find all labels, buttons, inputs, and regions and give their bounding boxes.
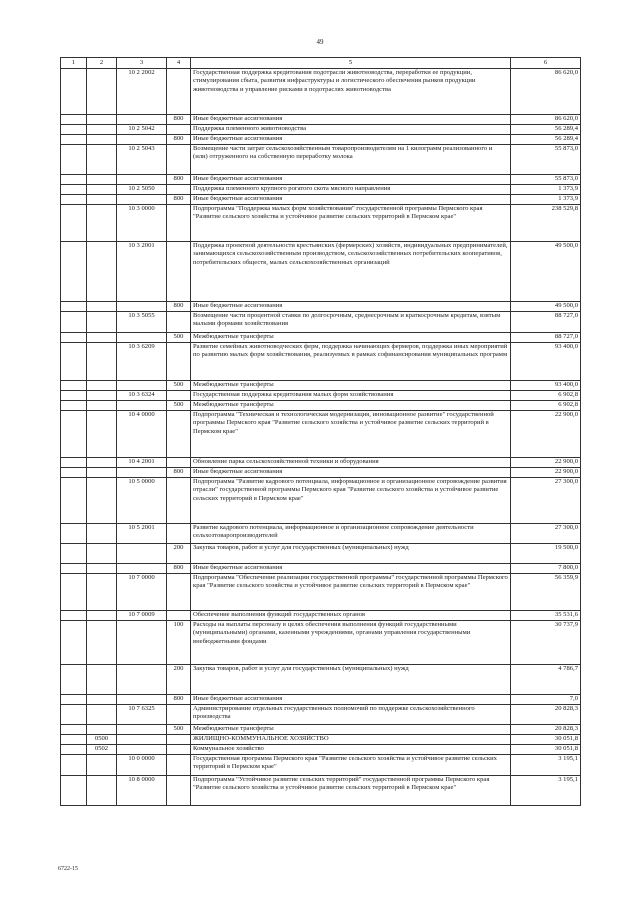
cell-amount: 56 359,9 bbox=[511, 574, 581, 611]
budget-table bbox=[60, 57, 581, 806]
cell-section bbox=[87, 564, 117, 574]
cell-col-1 bbox=[61, 468, 87, 478]
cell-name: Иные бюджетные ассигнования bbox=[191, 175, 511, 185]
cell-expense-type: 500 bbox=[167, 333, 191, 343]
cell-name: Иные бюджетные ассигнования bbox=[191, 564, 511, 574]
cell-section bbox=[87, 524, 117, 544]
cell-col-1 bbox=[61, 115, 87, 125]
cell-target-article bbox=[117, 745, 167, 755]
cell-amount: 27 300,0 bbox=[511, 478, 581, 524]
cell-target-article bbox=[117, 544, 167, 564]
cell-section bbox=[87, 705, 117, 725]
header-col-1: 1 bbox=[61, 58, 87, 69]
cell-section bbox=[87, 175, 117, 185]
table-row bbox=[61, 458, 581, 468]
cell-amount: 49 500,0 bbox=[511, 242, 581, 302]
cell-amount: 19 500,0 bbox=[511, 544, 581, 564]
table-row bbox=[61, 544, 581, 564]
cell-col-1 bbox=[61, 544, 87, 564]
table-row bbox=[61, 478, 581, 524]
cell-col-1 bbox=[61, 312, 87, 333]
cell-expense-type bbox=[167, 185, 191, 195]
cell-col-1 bbox=[61, 458, 87, 468]
cell-target-article bbox=[117, 401, 167, 411]
cell-target-article bbox=[117, 564, 167, 574]
cell-target-article: 10 7 0000 bbox=[117, 574, 167, 611]
cell-section bbox=[87, 302, 117, 312]
table-row bbox=[61, 705, 581, 725]
table-row bbox=[61, 381, 581, 391]
header-col-4: 4 bbox=[167, 58, 191, 69]
cell-expense-type bbox=[167, 745, 191, 755]
cell-target-article: 10 0 0000 bbox=[117, 755, 167, 776]
cell-col-1 bbox=[61, 695, 87, 705]
cell-target-article bbox=[117, 621, 167, 665]
cell-amount: 30 737,9 bbox=[511, 621, 581, 665]
cell-col-1 bbox=[61, 745, 87, 755]
cell-target-article: 10 3 6209 bbox=[117, 343, 167, 381]
cell-col-1 bbox=[61, 69, 87, 115]
cell-amount: 1 373,9 bbox=[511, 185, 581, 195]
cell-col-1 bbox=[61, 574, 87, 611]
cell-name: Подпрограмма "Техническая и технологическая модернизация, инновационное развитие" государственной программы Пермского края "Развитие сельского хозяйства и устойчивое развитие сельских территорий в Пермском крае" bbox=[191, 411, 511, 458]
cell-col-1 bbox=[61, 205, 87, 242]
cell-section bbox=[87, 381, 117, 391]
cell-section bbox=[87, 755, 117, 776]
cell-amount: 56 289,4 bbox=[511, 125, 581, 135]
cell-name: Межбюджетные трансферты bbox=[191, 725, 511, 735]
cell-amount: 3 195,1 bbox=[511, 755, 581, 776]
cell-expense-type: 500 bbox=[167, 381, 191, 391]
table-row bbox=[61, 564, 581, 574]
cell-name: Государственная программа Пермского края "Развитие сельского хозяйства и устойчивое развитие сельских территорий в Пермском крае" bbox=[191, 755, 511, 776]
cell-name: Поддержка проектной деятельности крестьянских (фермерских) хозяйств, индивидуальных предпринимателей, занимающихся сельскохозяйственным производством, сельскохозяйственных потребительских кооперативов, потребительских обществ, малых сельскохозяйственных организаций bbox=[191, 242, 511, 302]
cell-section bbox=[87, 574, 117, 611]
table-row bbox=[61, 175, 581, 185]
cell-section bbox=[87, 391, 117, 401]
cell-name: Возмещение части процентной ставки по долгосрочным, среднесрочным и краткосрочным кредитам, взятым малыми формами хозяйствования bbox=[191, 312, 511, 333]
cell-expense-type bbox=[167, 205, 191, 242]
cell-amount: 238 529,8 bbox=[511, 205, 581, 242]
cell-expense-type bbox=[167, 458, 191, 468]
cell-target-article: 10 3 6324 bbox=[117, 391, 167, 401]
cell-target-article: 10 2 5043 bbox=[117, 145, 167, 175]
cell-expense-type bbox=[167, 411, 191, 458]
cell-amount: 6 902,8 bbox=[511, 391, 581, 401]
cell-col-1 bbox=[61, 391, 87, 401]
cell-target-article: 10 7 0009 bbox=[117, 611, 167, 621]
table-row bbox=[61, 205, 581, 242]
cell-name: Закупка товаров, работ и услуг для государственных (муниципальных) нужд bbox=[191, 665, 511, 695]
cell-amount: 55 873,0 bbox=[511, 145, 581, 175]
cell-name: ЖИЛИЩНО-КОММУНАЛЬНОЕ ХОЗЯЙСТВО bbox=[191, 735, 511, 745]
table-row bbox=[61, 185, 581, 195]
document-code: 6722-15 bbox=[58, 866, 78, 872]
cell-amount: 30 051,8 bbox=[511, 745, 581, 755]
cell-expense-type bbox=[167, 524, 191, 544]
cell-amount: 88 727,0 bbox=[511, 312, 581, 333]
cell-section bbox=[87, 611, 117, 621]
table-row bbox=[61, 621, 581, 665]
cell-col-1 bbox=[61, 175, 87, 185]
cell-section bbox=[87, 725, 117, 735]
cell-name: Обновление парка сельскохозяйственной техники и оборудования bbox=[191, 458, 511, 468]
table-row bbox=[61, 745, 581, 755]
cell-amount: 86 620,0 bbox=[511, 69, 581, 115]
cell-target-article bbox=[117, 695, 167, 705]
cell-section bbox=[87, 115, 117, 125]
cell-expense-type: 500 bbox=[167, 401, 191, 411]
cell-col-1 bbox=[61, 401, 87, 411]
table-row bbox=[61, 343, 581, 381]
cell-name: Межбюджетные трансферты bbox=[191, 401, 511, 411]
cell-target-article bbox=[117, 381, 167, 391]
cell-section bbox=[87, 135, 117, 145]
cell-name: Закупка товаров, работ и услуг для государственных (муниципальных) нужд bbox=[191, 544, 511, 564]
cell-expense-type: 500 bbox=[167, 725, 191, 735]
cell-col-1 bbox=[61, 333, 87, 343]
cell-col-1 bbox=[61, 125, 87, 135]
table-row bbox=[61, 776, 581, 806]
header-col-5: 5 bbox=[191, 58, 511, 69]
cell-section: 0502 bbox=[87, 745, 117, 755]
cell-expense-type bbox=[167, 776, 191, 806]
cell-target-article: 10 3 5055 bbox=[117, 312, 167, 333]
cell-amount: 55 873,0 bbox=[511, 175, 581, 185]
cell-section bbox=[87, 458, 117, 468]
cell-amount: 56 289,4 bbox=[511, 135, 581, 145]
cell-expense-type: 800 bbox=[167, 115, 191, 125]
cell-target-article bbox=[117, 735, 167, 745]
cell-name: Иные бюджетные ассигнования bbox=[191, 115, 511, 125]
cell-expense-type: 200 bbox=[167, 544, 191, 564]
table-row bbox=[61, 735, 581, 745]
cell-name: Государственная поддержка кредитования малых форм хозяйствования bbox=[191, 391, 511, 401]
cell-section bbox=[87, 401, 117, 411]
cell-amount: 22 900,0 bbox=[511, 468, 581, 478]
table-row bbox=[61, 611, 581, 621]
cell-name: Иные бюджетные ассигнования bbox=[191, 195, 511, 205]
cell-amount: 3 195,1 bbox=[511, 776, 581, 806]
page-number: 49 bbox=[316, 38, 324, 46]
cell-section bbox=[87, 544, 117, 564]
cell-name: Развитие семейных животноводческих ферм, поддержка начинающих фермеров, поддержка иных мероприятий по развитию малых форм хозяйствования, реализуемых в рамках софинансирования муниципальных программ bbox=[191, 343, 511, 381]
table-header-row bbox=[61, 58, 581, 69]
cell-amount: 7 800,0 bbox=[511, 564, 581, 574]
cell-expense-type bbox=[167, 611, 191, 621]
cell-target-article bbox=[117, 333, 167, 343]
cell-target-article: 10 7 6325 bbox=[117, 705, 167, 725]
cell-col-1 bbox=[61, 135, 87, 145]
cell-col-1 bbox=[61, 611, 87, 621]
table-row bbox=[61, 125, 581, 135]
cell-amount: 49 500,0 bbox=[511, 302, 581, 312]
cell-expense-type bbox=[167, 125, 191, 135]
cell-name: Иные бюджетные ассигнования bbox=[191, 695, 511, 705]
table-row bbox=[61, 468, 581, 478]
cell-section bbox=[87, 665, 117, 695]
cell-amount: 30 051,8 bbox=[511, 735, 581, 745]
cell-col-1 bbox=[61, 755, 87, 776]
cell-col-1 bbox=[61, 524, 87, 544]
cell-expense-type bbox=[167, 242, 191, 302]
cell-section bbox=[87, 242, 117, 302]
table-row bbox=[61, 312, 581, 333]
cell-col-1 bbox=[61, 185, 87, 195]
cell-amount: 22 900,0 bbox=[511, 411, 581, 458]
cell-amount: 7,0 bbox=[511, 695, 581, 705]
cell-expense-type bbox=[167, 69, 191, 115]
table-row bbox=[61, 401, 581, 411]
table-row bbox=[61, 302, 581, 312]
table-row bbox=[61, 574, 581, 611]
cell-section bbox=[87, 776, 117, 806]
cell-section bbox=[87, 468, 117, 478]
cell-col-1 bbox=[61, 411, 87, 458]
cell-col-1 bbox=[61, 302, 87, 312]
cell-name: Коммунальное хозяйство bbox=[191, 745, 511, 755]
cell-target-article: 10 5 2001 bbox=[117, 524, 167, 544]
cell-name: Обеспечение выполнения функций государственных органов bbox=[191, 611, 511, 621]
cell-target-article: 10 2 5042 bbox=[117, 125, 167, 135]
cell-name: Межбюджетные трансферты bbox=[191, 333, 511, 343]
cell-target-article: 10 2 5050 bbox=[117, 185, 167, 195]
cell-amount: 22 900,0 bbox=[511, 458, 581, 468]
cell-name: Подпрограмма "Развитие кадрового потенциала, информационное и организационное сопровождение развития отрасли" государственной программы Пермского края "Развитие сельского хозяйства и устойчивое развитие сельских территорий в Пермском крае" bbox=[191, 478, 511, 524]
cell-section bbox=[87, 205, 117, 242]
cell-section bbox=[87, 695, 117, 705]
cell-target-article: 10 3 0000 bbox=[117, 205, 167, 242]
cell-target-article: 10 8 0000 bbox=[117, 776, 167, 806]
cell-target-article: 10 3 2001 bbox=[117, 242, 167, 302]
cell-expense-type: 800 bbox=[167, 564, 191, 574]
table-row bbox=[61, 524, 581, 544]
table-row bbox=[61, 69, 581, 115]
cell-amount: 6 902,8 bbox=[511, 401, 581, 411]
cell-name: Межбюджетные трансферты bbox=[191, 381, 511, 391]
cell-amount: 86 620,0 bbox=[511, 115, 581, 125]
header-col-3: 3 bbox=[117, 58, 167, 69]
cell-target-article bbox=[117, 175, 167, 185]
cell-expense-type bbox=[167, 478, 191, 524]
cell-expense-type bbox=[167, 574, 191, 611]
cell-section bbox=[87, 185, 117, 195]
cell-section bbox=[87, 145, 117, 175]
cell-section bbox=[87, 312, 117, 333]
cell-expense-type bbox=[167, 312, 191, 333]
cell-target-article bbox=[117, 665, 167, 695]
cell-expense-type bbox=[167, 145, 191, 175]
cell-name: Иные бюджетные ассигнования bbox=[191, 468, 511, 478]
cell-name: Подпрограмма "Поддержка малых форм хозяйствования" государственной программы Пермского края "Развитие сельского хозяйства и устойчивое развитие сельских территорий в Пермском крае" bbox=[191, 205, 511, 242]
cell-col-1 bbox=[61, 242, 87, 302]
cell-target-article: 10 5 0000 bbox=[117, 478, 167, 524]
cell-col-1 bbox=[61, 621, 87, 665]
cell-expense-type: 800 bbox=[167, 135, 191, 145]
cell-expense-type: 800 bbox=[167, 468, 191, 478]
cell-expense-type bbox=[167, 391, 191, 401]
cell-col-1 bbox=[61, 665, 87, 695]
cell-section bbox=[87, 195, 117, 205]
table-body bbox=[61, 69, 581, 806]
cell-name: Поддержка племенного крупного рогатого скота мясного направления bbox=[191, 185, 511, 195]
cell-target-article bbox=[117, 135, 167, 145]
cell-section bbox=[87, 621, 117, 665]
cell-target-article: 10 4 0000 bbox=[117, 411, 167, 458]
cell-col-1 bbox=[61, 195, 87, 205]
cell-name: Развитие кадрового потенциала, информационное и организационное сопровождение деятельности сельхозтоваропроизводителей bbox=[191, 524, 511, 544]
table-row bbox=[61, 242, 581, 302]
cell-col-1 bbox=[61, 381, 87, 391]
cell-col-1 bbox=[61, 478, 87, 524]
table-row bbox=[61, 115, 581, 125]
cell-target-article bbox=[117, 302, 167, 312]
cell-expense-type bbox=[167, 705, 191, 725]
table-row bbox=[61, 665, 581, 695]
cell-expense-type bbox=[167, 343, 191, 381]
cell-target-article: 10 4 2001 bbox=[117, 458, 167, 468]
cell-name: Администрирование отдельных государственных полномочий по поддержке сельскохозяйственного производства bbox=[191, 705, 511, 725]
cell-expense-type bbox=[167, 755, 191, 776]
cell-col-1 bbox=[61, 705, 87, 725]
cell-name: Возмещение части затрат сельскохозяйственным товаропроизводителям на 1 килограмм реализованного и (или) отгруженного на собственную переработку молока bbox=[191, 145, 511, 175]
cell-amount: 1 373,9 bbox=[511, 195, 581, 205]
cell-section bbox=[87, 343, 117, 381]
cell-amount: 88 727,0 bbox=[511, 333, 581, 343]
cell-section bbox=[87, 478, 117, 524]
cell-col-1 bbox=[61, 564, 87, 574]
table-row bbox=[61, 411, 581, 458]
cell-target-article bbox=[117, 115, 167, 125]
cell-col-1 bbox=[61, 735, 87, 745]
cell-target-article: 10 2 2002 bbox=[117, 69, 167, 115]
cell-section: 0500 bbox=[87, 735, 117, 745]
table-row bbox=[61, 755, 581, 776]
cell-amount: 27 300,0 bbox=[511, 524, 581, 544]
cell-name: Подпрограмма "Обеспечение реализации государственной программы" государственной программы Пермского края "Развитие сельского хозяйства и устойчивое развитие сельских территорий в Пермском крае" bbox=[191, 574, 511, 611]
table-row bbox=[61, 135, 581, 145]
cell-name: Иные бюджетные ассигнования bbox=[191, 302, 511, 312]
cell-expense-type bbox=[167, 735, 191, 745]
table-row bbox=[61, 391, 581, 401]
table-row bbox=[61, 333, 581, 343]
cell-expense-type: 800 bbox=[167, 302, 191, 312]
cell-expense-type: 800 bbox=[167, 695, 191, 705]
cell-expense-type: 100 bbox=[167, 621, 191, 665]
cell-col-1 bbox=[61, 343, 87, 381]
header-col-6: 6 bbox=[511, 58, 581, 69]
cell-section bbox=[87, 69, 117, 115]
header-col-2: 2 bbox=[87, 58, 117, 69]
cell-name: Государственная поддержка кредитования подотрасли животноводства, переработки ее продукции, стимулирования сбыта, развития инфраструктуры и логистического обеспечения рынков продукции животноводства и управление рисками в подотраслях животноводства bbox=[191, 69, 511, 115]
cell-name: Подпрограмма "Устойчивое развитие сельских территорий" государственной программы Пермского края "Развитие сельского хозяйства и устойчивое развитие сельских территорий в Пермском крае" bbox=[191, 776, 511, 806]
cell-expense-type: 800 bbox=[167, 175, 191, 185]
cell-section bbox=[87, 125, 117, 135]
cell-section bbox=[87, 411, 117, 458]
cell-amount: 93 400,0 bbox=[511, 343, 581, 381]
cell-expense-type: 200 bbox=[167, 665, 191, 695]
cell-amount: 93 400,0 bbox=[511, 381, 581, 391]
cell-target-article bbox=[117, 195, 167, 205]
cell-name: Иные бюджетные ассигнования bbox=[191, 135, 511, 145]
table-row bbox=[61, 145, 581, 175]
cell-name: Расходы на выплаты персоналу в целях обеспечения выполнения функций государственными (муниципальными) органами, казенными учреждениями, органами управления государственными внебюджетными фондами bbox=[191, 621, 511, 665]
cell-amount: 4 786,7 bbox=[511, 665, 581, 695]
cell-target-article bbox=[117, 725, 167, 735]
table-row bbox=[61, 695, 581, 705]
cell-amount: 35 531,6 bbox=[511, 611, 581, 621]
cell-col-1 bbox=[61, 725, 87, 735]
cell-name: Поддержка племенного животноводства bbox=[191, 125, 511, 135]
cell-expense-type: 800 bbox=[167, 195, 191, 205]
cell-amount: 20 828,3 bbox=[511, 705, 581, 725]
table-row bbox=[61, 195, 581, 205]
cell-col-1 bbox=[61, 145, 87, 175]
table-row bbox=[61, 725, 581, 735]
cell-section bbox=[87, 333, 117, 343]
cell-col-1 bbox=[61, 776, 87, 806]
cell-target-article bbox=[117, 468, 167, 478]
cell-amount: 20 828,3 bbox=[511, 725, 581, 735]
